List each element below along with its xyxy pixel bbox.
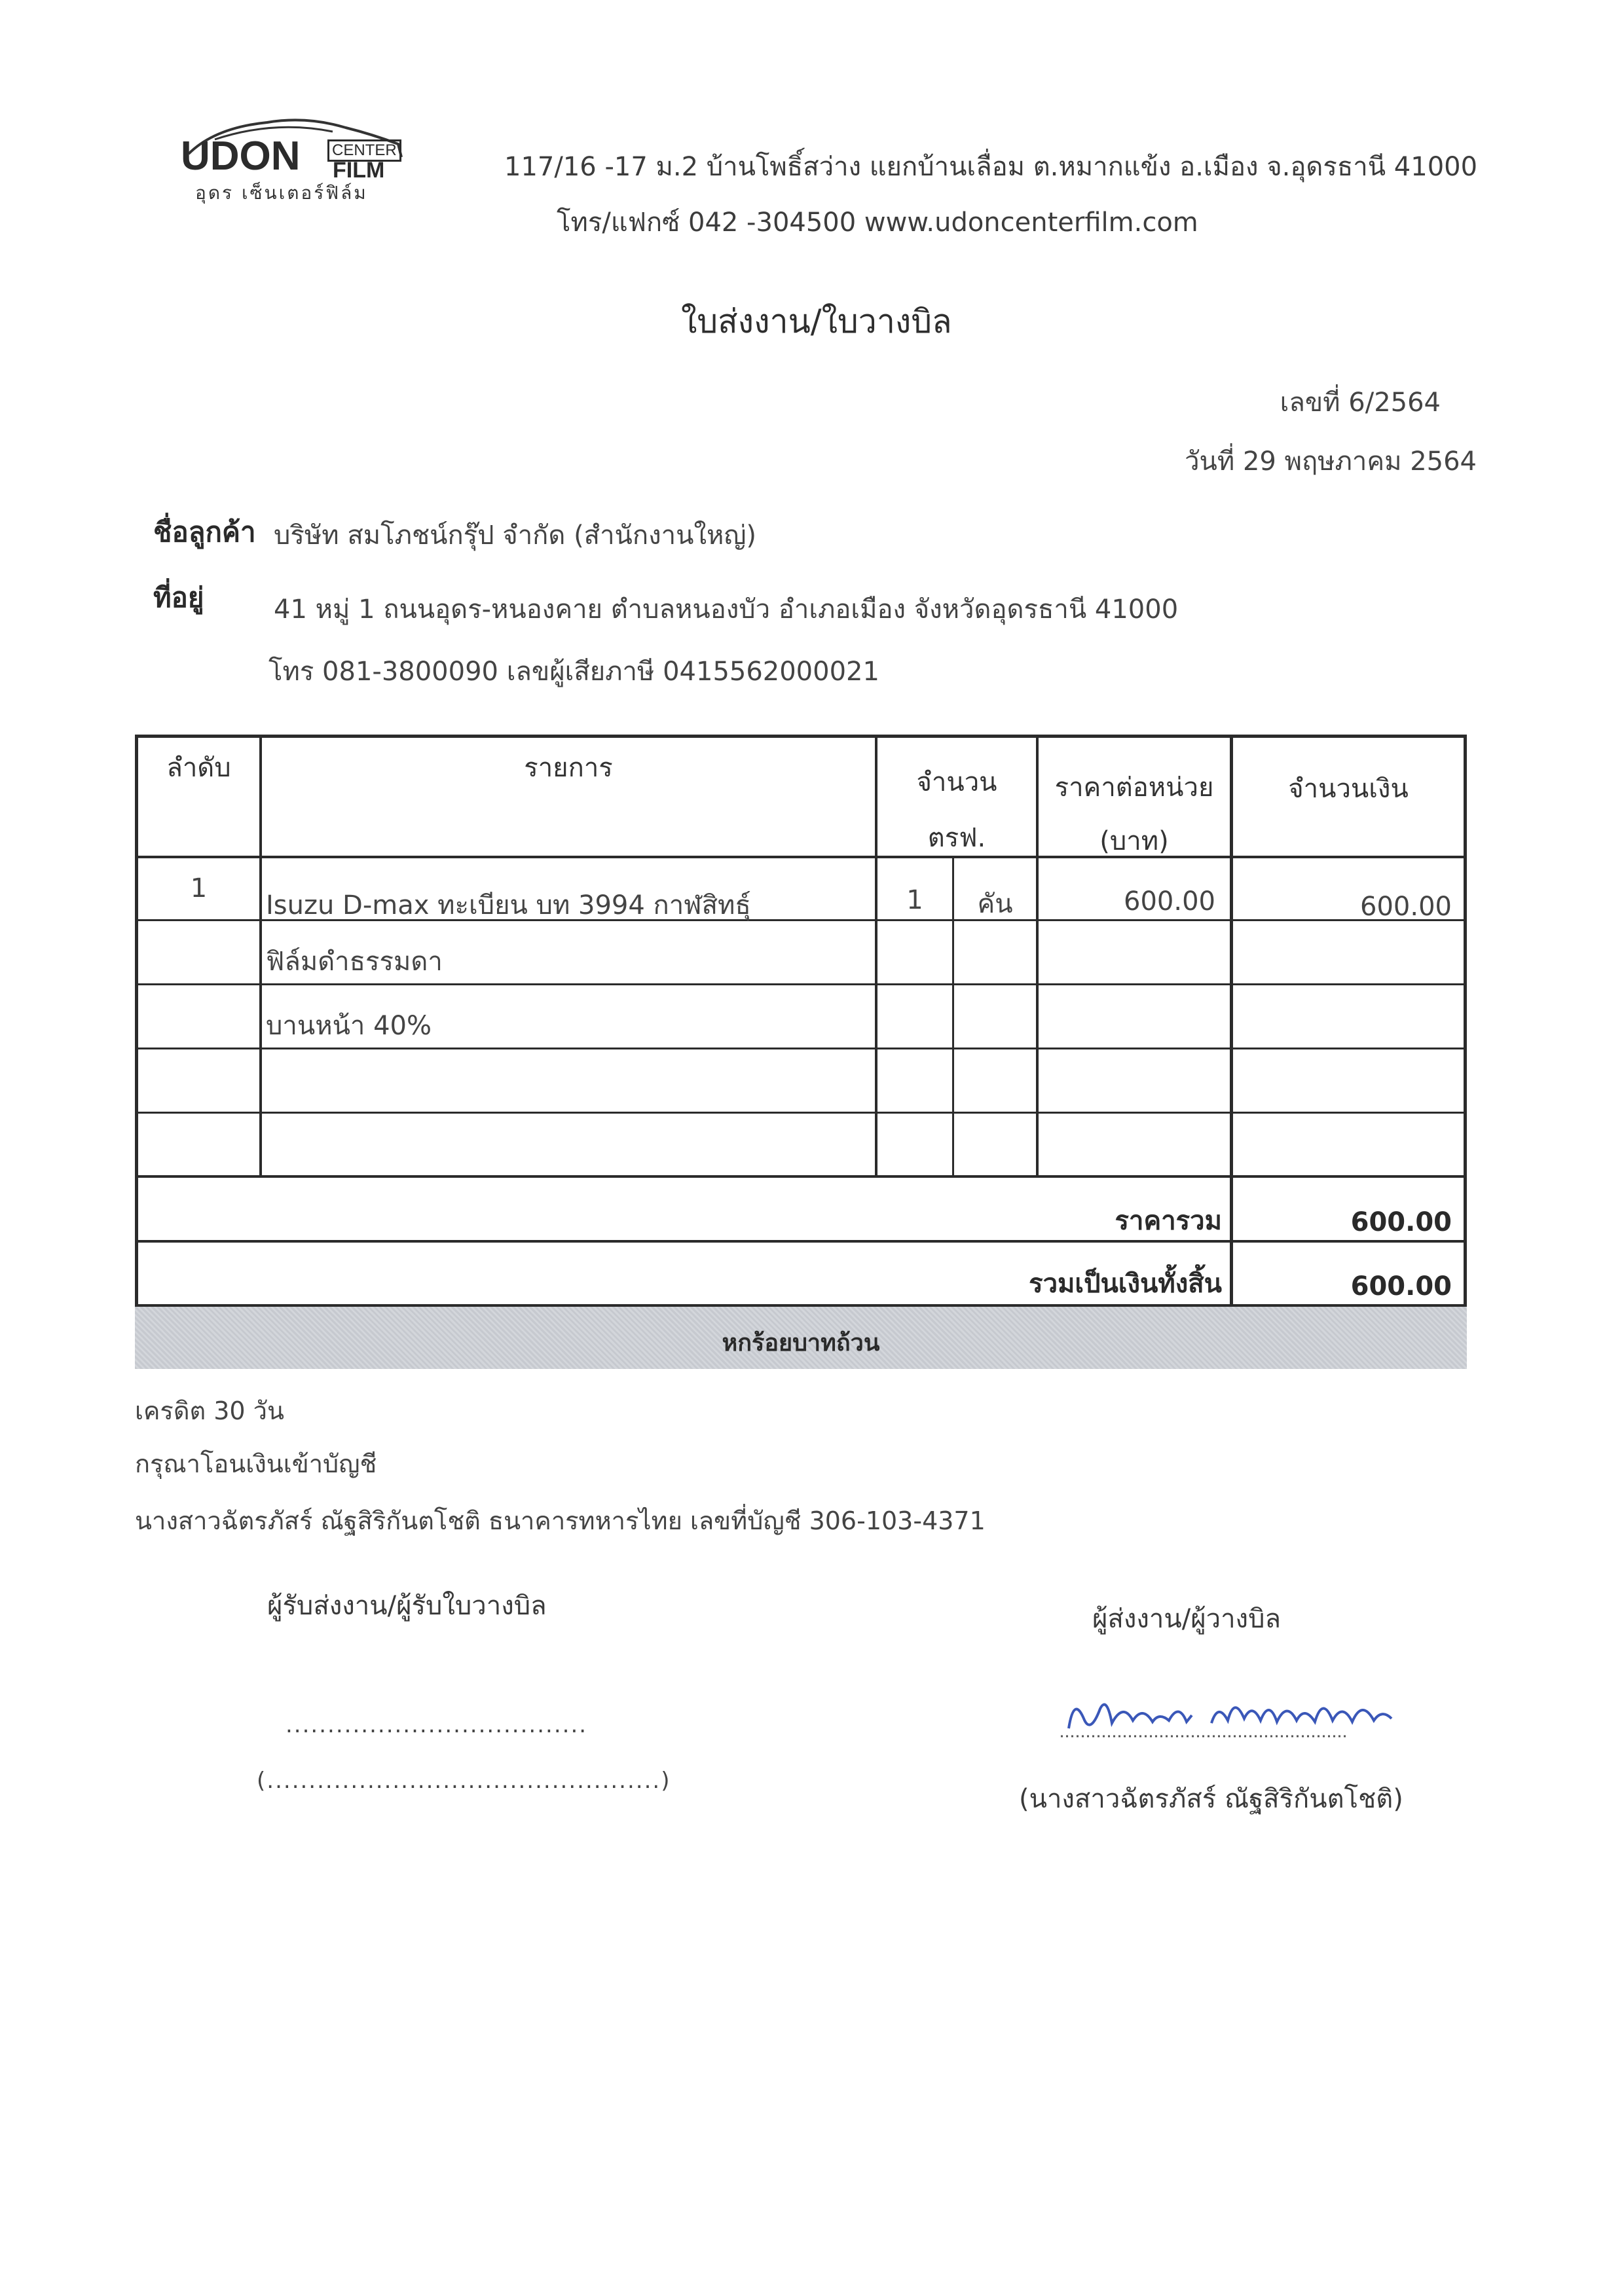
- logo-sub-film: FILM: [333, 158, 385, 183]
- amount-in-words: หกร้อยบาทถ้วน: [722, 1330, 880, 1357]
- subtotal-value: 600.00: [1350, 1207, 1452, 1237]
- logo-sub-center: CENTER: [327, 139, 401, 162]
- customer-address: 41 หมู่ 1 ถนนอุดร-หนองคาย ตำบลหนองบัว อำเภอเมือง จังหวัดอุดรธานี 41000: [274, 594, 1179, 625]
- document-date: วันที่ 29 พฤษภาคม 2564: [1185, 446, 1477, 477]
- row-3-item: บานหน้า 40%: [266, 1011, 432, 1041]
- document-number: เลขที่ 6/2564: [1280, 388, 1441, 418]
- receiver-name-line: (...............................................): [257, 1768, 671, 1794]
- transfer-instruction: กรุณาโอนเงินเข้าบัญชี: [135, 1449, 377, 1478]
- col-header-amount: จำนวนเงิน: [1288, 774, 1409, 804]
- customer-address-label: ที่อยู่: [153, 581, 204, 613]
- logo-text: UDON: [181, 134, 301, 179]
- col-header-seq: ลำดับ: [166, 753, 231, 783]
- receiver-signature-line: ....................................: [286, 1712, 588, 1738]
- handwritten-signature-icon: [1061, 1683, 1401, 1755]
- customer-name-label: ชื่อลูกค้า: [153, 516, 256, 548]
- subtotal-label: ราคารวม: [1115, 1206, 1222, 1236]
- row-1-amount: 600.00: [1360, 892, 1452, 922]
- logo-thai-text: อุดร เซ็นเตอร์ฟิล์ม: [195, 182, 368, 204]
- grand-total-value: 600.00: [1350, 1271, 1452, 1302]
- col-header-unit-price-currency: (บาท): [1099, 826, 1169, 856]
- row-1-item: Isuzu D-max ทะเบียน บท 3994 กาฬสิทธุ์: [266, 890, 751, 920]
- company-contact: โทร/แฟกซ์ 042 -304500 www.udoncenterfilm.com: [557, 208, 1198, 238]
- row-1-unit: คัน: [977, 889, 1013, 919]
- row-1-seq: 1: [190, 873, 208, 903]
- company-logo: [175, 108, 411, 206]
- col-header-qty-unit: ตรฟ.: [927, 823, 986, 853]
- row-2-item: ฟิล์มดำธรรมดา: [266, 947, 443, 977]
- col-header-item: รายการ: [524, 753, 613, 783]
- col-header-unit-price: ราคาต่อหน่วย: [1054, 773, 1214, 803]
- company-address: 117/16 -17 ม.2 บ้านโพธิ์สว่าง แยกบ้านเลื่อม ต.หมากแข้ง อ.เมือง จ.อุดรธานี 41000: [504, 152, 1478, 182]
- col-header-qty: จำนวน: [916, 767, 997, 797]
- sender-name: (นางสาวฉัตรภัสร์ ณัฐสิริกันตโชติ): [1019, 1784, 1403, 1814]
- customer-name: บริษัท สมโภชน์กรุ๊ป จำกัด (สำนักงานใหญ่): [274, 520, 757, 551]
- customer-contact: โทร 081-3800090 เลขผู้เสียภาษี 0415562000021: [268, 657, 879, 687]
- credit-terms: เครดิต 30 วัน: [135, 1396, 284, 1425]
- bank-account: นางสาวฉัตรภัสร์ ณัฐสิริกันตโชติ ธนาคารทหารไทย เลขที่บัญชี 306-103-4371: [135, 1506, 986, 1535]
- sender-label: ผู้ส่งงาน/ผู้วางบิล: [1092, 1604, 1281, 1634]
- sender-signature: [1061, 1683, 1401, 1755]
- receiver-label: ผู้รับส่งงาน/ผู้รับใบวางบิล: [267, 1591, 547, 1621]
- row-1-qty: 1: [906, 885, 923, 915]
- grand-total-label: รวมเป็นเงินทั้งสิ้น: [1029, 1269, 1222, 1299]
- row-1-price: 600.00: [1124, 886, 1215, 917]
- document-title: ใบส่งงาน/ใบวางบิล: [681, 302, 952, 340]
